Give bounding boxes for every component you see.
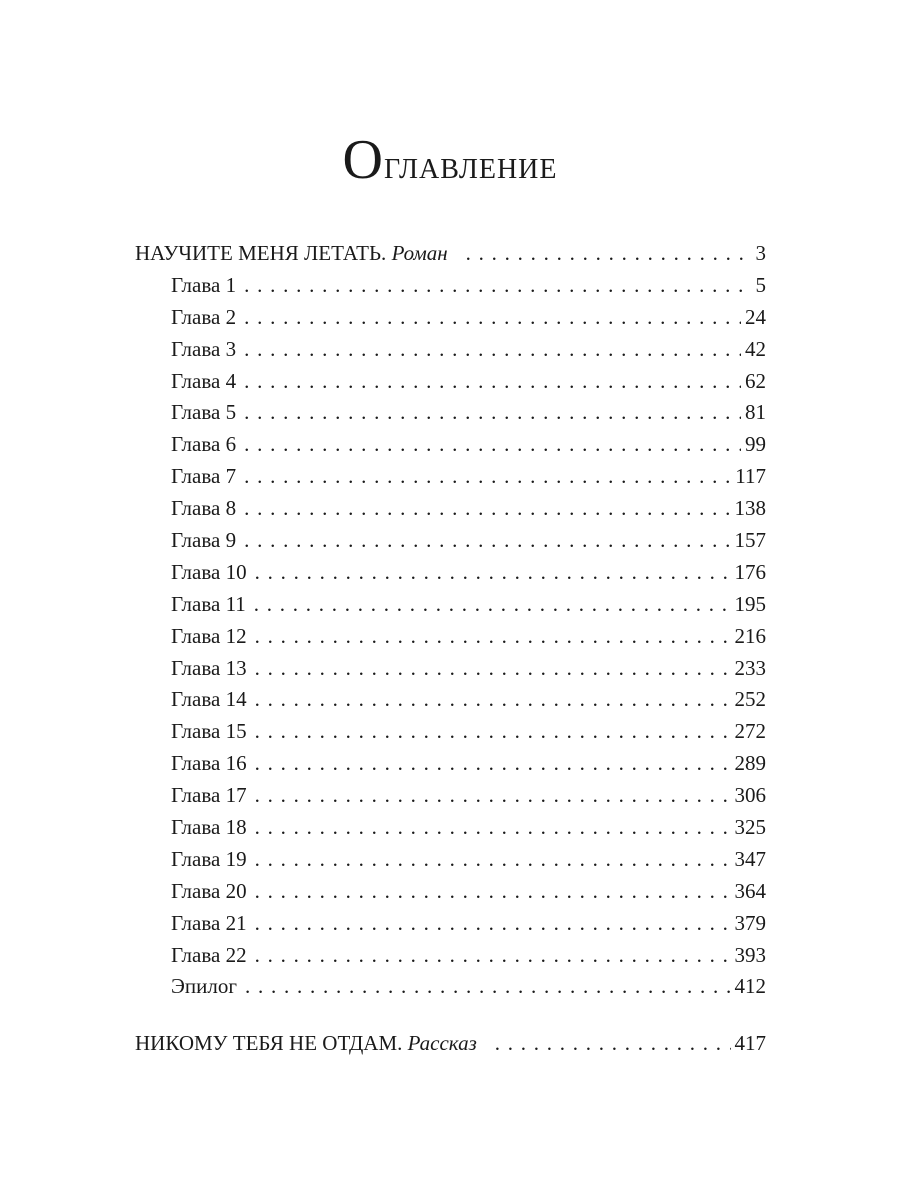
chapter-label: Глава 18 (171, 815, 247, 840)
dot-leader (255, 560, 731, 585)
page-number: 233 (734, 655, 766, 680)
toc-section-entry[interactable] (135, 241, 766, 273)
toc-section-entry[interactable] (135, 1031, 766, 1063)
section-title: НИКОМУ ТЕБЯ НЕ ОТДАМ. (135, 1031, 403, 1056)
toc-chapter-entry[interactable] (135, 911, 766, 943)
toc-chapter-entry[interactable] (135, 624, 766, 656)
section-title: НАУЧИТЕ МЕНЯ ЛЕТАТЬ. (135, 241, 387, 265)
toc-chapter-entry[interactable] (135, 432, 766, 464)
dot-leader (255, 751, 731, 776)
table-of-contents (135, 241, 766, 1063)
chapter-label: Глава 7 (171, 464, 237, 489)
dot-leader (255, 879, 731, 904)
page-number: 176 (734, 559, 766, 584)
chapter-label: Глава 10 (171, 559, 247, 584)
toc-chapter-entry[interactable] (135, 400, 766, 432)
page-number: 379 (734, 910, 766, 935)
page-number: 138 (734, 496, 766, 521)
page-title-initial: О (342, 129, 384, 191)
toc-chapter-entry[interactable] (135, 719, 766, 751)
dot-leader (244, 273, 744, 298)
chapter-label: Глава 15 (171, 719, 247, 744)
toc-chapter-entry[interactable] (135, 337, 766, 369)
dot-leader (255, 783, 731, 808)
dot-leader (255, 911, 731, 936)
toc-chapter-entry[interactable] (135, 815, 766, 847)
page-number: 195 (734, 591, 766, 616)
toc-chapter-entry[interactable] (135, 847, 766, 879)
toc-chapter-entry[interactable] (135, 369, 766, 401)
chapter-label: Эпилог (171, 974, 237, 999)
dot-leader (244, 528, 730, 553)
page-number: 117 (735, 464, 766, 489)
toc-chapter-entry[interactable] (135, 273, 766, 305)
dot-leader (255, 815, 731, 840)
chapter-label: Глава 17 (171, 783, 247, 808)
section-gap (135, 1006, 766, 1031)
chapter-label: Глава 3 (171, 336, 237, 361)
chapter-label: Глава 22 (171, 942, 247, 967)
toc-chapter-entry[interactable] (135, 592, 766, 624)
dot-leader (255, 687, 731, 712)
toc-chapter-entry[interactable] (135, 464, 766, 496)
chapter-label: Глава 16 (171, 751, 247, 776)
page-number: 216 (734, 623, 766, 648)
chapter-label: Глава 20 (171, 878, 247, 903)
dot-leader (255, 943, 731, 968)
page-number: 157 (734, 528, 766, 553)
toc-chapter-entry[interactable] (135, 496, 766, 528)
page-number: 347 (734, 846, 766, 871)
dot-leader (244, 400, 741, 425)
page-number: 364 (734, 878, 766, 903)
dot-leader (245, 974, 731, 999)
page-title-rest: главление (383, 142, 558, 187)
toc-chapter-entry[interactable] (135, 687, 766, 719)
section-genre: Роман (391, 241, 448, 265)
dot-leader (244, 305, 741, 330)
page-number: 24 (745, 304, 766, 329)
page-number: 252 (734, 687, 766, 712)
dot-leader (244, 337, 741, 362)
page-number: 5 (755, 272, 766, 297)
chapter-label: Глава 1 (171, 272, 237, 297)
page-number: 325 (734, 815, 766, 840)
toc-chapter-entry[interactable] (135, 528, 766, 560)
page-number: 412 (734, 974, 766, 999)
section-genre: Рассказ (407, 1031, 477, 1056)
chapter-label: Глава 19 (171, 846, 247, 871)
toc-chapter-entry[interactable] (135, 783, 766, 815)
page-number: 3 (755, 241, 766, 265)
page-number: 289 (734, 751, 766, 776)
dot-leader (244, 369, 741, 394)
dot-leader (495, 1031, 731, 1056)
toc-chapter-entry[interactable] (135, 879, 766, 911)
section-label (135, 241, 448, 266)
page-title (0, 128, 900, 192)
dot-leader (255, 624, 731, 649)
chapter-label: Глава 21 (171, 910, 247, 935)
dot-leader (466, 241, 744, 266)
chapter-label: Глава 12 (171, 623, 247, 648)
page-number: 81 (745, 400, 766, 425)
page-number: 62 (745, 368, 766, 393)
page-number: 306 (734, 783, 766, 808)
dot-leader (244, 432, 741, 457)
chapter-label: Глава 5 (171, 400, 237, 425)
dot-leader (254, 592, 731, 617)
page-number: 42 (745, 336, 766, 361)
toc-chapter-entry[interactable] (135, 751, 766, 783)
page-number: 393 (734, 942, 766, 967)
chapter-label: Глава 13 (171, 655, 247, 680)
chapter-label: Глава 14 (171, 687, 247, 712)
page-number: 99 (745, 432, 766, 457)
page-number: 417 (734, 1031, 766, 1056)
toc-chapter-entry[interactable] (135, 305, 766, 337)
chapter-label: Глава 8 (171, 496, 237, 521)
page-number: 272 (734, 719, 766, 744)
dot-leader (244, 496, 730, 521)
toc-chapter-entry[interactable] (135, 943, 766, 975)
dot-leader (255, 656, 731, 681)
toc-chapter-entry[interactable] (135, 656, 766, 688)
section-label (135, 1031, 477, 1056)
dot-leader (244, 464, 731, 489)
chapter-label: Глава 11 (171, 591, 246, 616)
toc-chapter-entry[interactable] (135, 974, 766, 1006)
dot-leader (255, 847, 731, 872)
chapter-label: Глава 9 (171, 528, 237, 553)
chapter-label: Глава 6 (171, 432, 237, 457)
chapter-label: Глава 2 (171, 304, 237, 329)
toc-chapter-entry[interactable] (135, 560, 766, 592)
chapter-label: Глава 4 (171, 368, 237, 393)
dot-leader (255, 719, 731, 744)
